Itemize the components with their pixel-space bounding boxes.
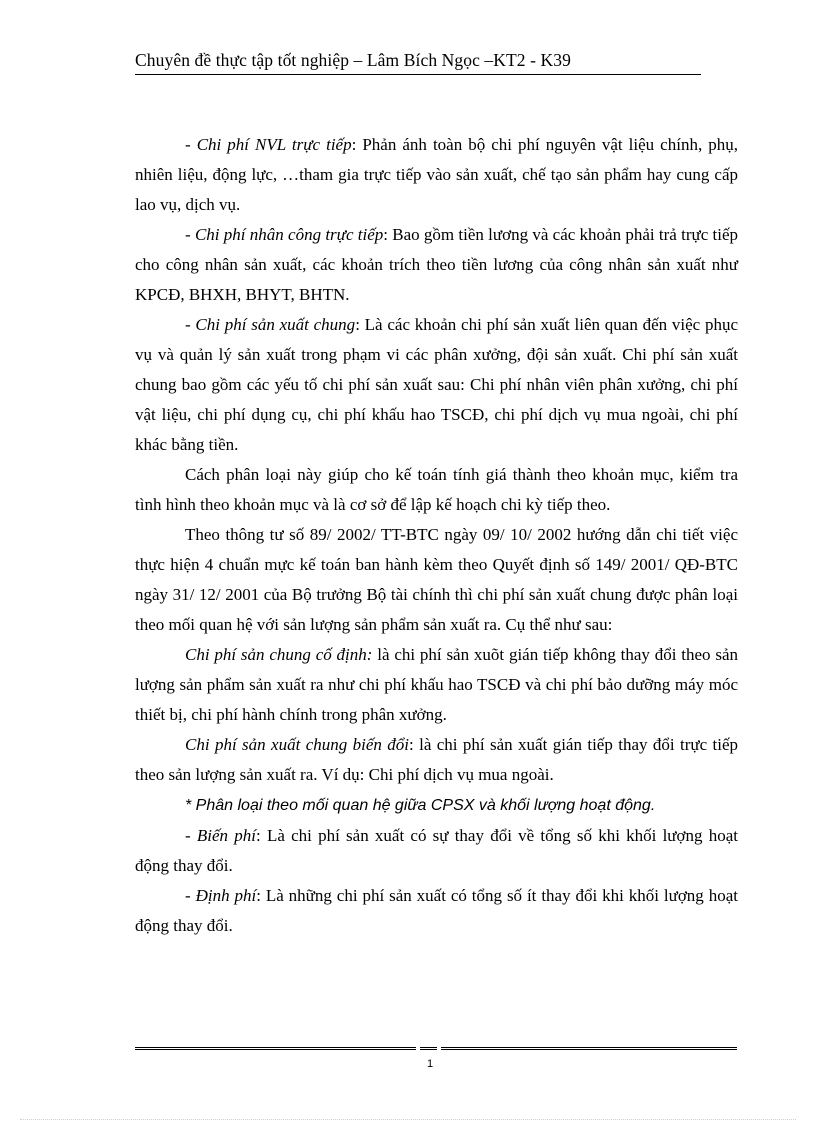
- section-heading: [135, 790, 738, 821]
- paragraph-text: : Phản ánh toàn bộ chi phí nguyên vật liệu chính, phụ, nhiên liệu, động lực, …tham gia trực tiếp vào sản xuất, chế tạo sản phẩm hay cung cấp lao vụ, dịch vụ.: [135, 135, 738, 214]
- paragraph-dinh-phi: [135, 881, 738, 941]
- page-header: Chuyên đề thực tập tốt nghiệp – Lâm Bích Ngọc –KT2 - K39: [135, 50, 701, 75]
- page-number: 1: [426, 1058, 434, 1070]
- bullet-dash: -: [185, 225, 195, 244]
- paragraph-text: : Là những chi phí sản xuất có tổng số ít thay đổi khi khối lượng hoạt động thay đổi.: [135, 886, 738, 935]
- paragraph-cach-phan-loai: Cách phân loại này giúp cho kế toán tính giá thành theo khoản mục, kiểm tra tình hình theo khoản mục và là cơ sở để lập kế hoạch chi kỳ tiếp theo.: [135, 465, 738, 514]
- bullet-dash: -: [185, 826, 197, 845]
- bullet-dash: -: [185, 135, 197, 154]
- paragraph-text: : Bao gồm tiền lương và các khoản phải trả trực tiếp cho công nhân sản xuất, các khoản trích theo tiền lương của công nhân sản xuất như KPCĐ, BHXH, BHYT, BHTN.: [135, 225, 738, 304]
- paragraph-bien-doi: [135, 730, 738, 790]
- paragraph-text: : Là chi phí sản xuất có sự thay đổi về tổng số khi khối lượng hoạt động thay đổi.: [135, 826, 738, 875]
- term-chi-phi-nhan-cong: Chi phí nhân công trực tiếp: [194, 225, 384, 244]
- term-dinh-phi: Định phí: [195, 886, 257, 905]
- footer-rule-left: [135, 1047, 416, 1050]
- page-bottom-divider: [20, 1119, 796, 1120]
- bullet-dash: -: [185, 315, 196, 334]
- bullet-dash: -: [185, 886, 196, 905]
- footer-rule-middle: [420, 1047, 437, 1050]
- paragraph-san-xuat-chung: [135, 310, 738, 460]
- paragraph-nvl: [135, 130, 738, 220]
- term-chi-phi-sxc: Chi phí sản xuất chung: [195, 315, 356, 334]
- paragraph-nhan-cong: [135, 220, 738, 310]
- term-chi-phi-bien-doi: Chi phí sản xuất chung biến đổi: [185, 735, 409, 754]
- paragraph-bien-phi: [135, 821, 738, 881]
- footer-rule-right: [441, 1047, 737, 1050]
- paragraph-thong-tu: Theo thông tư số 89/ 2002/ TT-BTC ngày 09/ 10/ 2002 hướng dẫn chi tiết việc thực hiện 4 chuẩn mực kế toán ban hành kèm theo Quyết định số 149/ 2001/ QĐ-BTC ngày 31/ 12/ 2001 của Bộ trưởng Bộ tài chính thì chi phí sản xuất chung được phân loại theo mối quan hệ với sản lượng sản phẩm sản xuất ra. Cụ thể như sau:: [135, 525, 738, 634]
- term-chi-phi-co-dinh: Chi phí sản chung cố định:: [185, 645, 373, 664]
- paragraph-text: là chi phí sản xuõt gián tiếp không thay đổi theo sản lượng sản phẩm sản xuất ra như chi phí khấu hao TSCĐ và chi phí bảo dưỡng máy móc thiết bị, chi phí hành chính trong phân xưởng.: [135, 645, 738, 724]
- term-chi-phi-nvl: Chi phí NVL trực tiếp: [196, 135, 352, 154]
- heading-text: * Phân loại theo mối quan hệ giữa CPSX và khối lượng hoạt động.: [185, 797, 656, 814]
- paragraph-text: : Là các khoản chi phí sản xuất liên quan đến việc phục vụ và quản lý sản xuất trong phạm vi các phân xưởng, đội sản xuất. Chi phí sản xuất chung bao gồm các yếu tố chi phí sản xuất sau: Chi phí nhân viên phân xưởng, chi phí vật liệu, chi phí dụng cụ, chi phí khấu hao TSCĐ, chi phí dịch vụ mua ngoài, chi phí khác bằng tiền.: [135, 315, 738, 454]
- document-body: [135, 130, 738, 941]
- paragraph-co-dinh: [135, 640, 738, 730]
- term-bien-phi: Biến phí: [196, 826, 256, 845]
- paragraph-text: : là chi phí sản xuất gián tiếp thay đổi trực tiếp theo sản lượng sản xuất ra. Ví dụ: Chi phí dịch vụ mua ngoài.: [135, 735, 738, 784]
